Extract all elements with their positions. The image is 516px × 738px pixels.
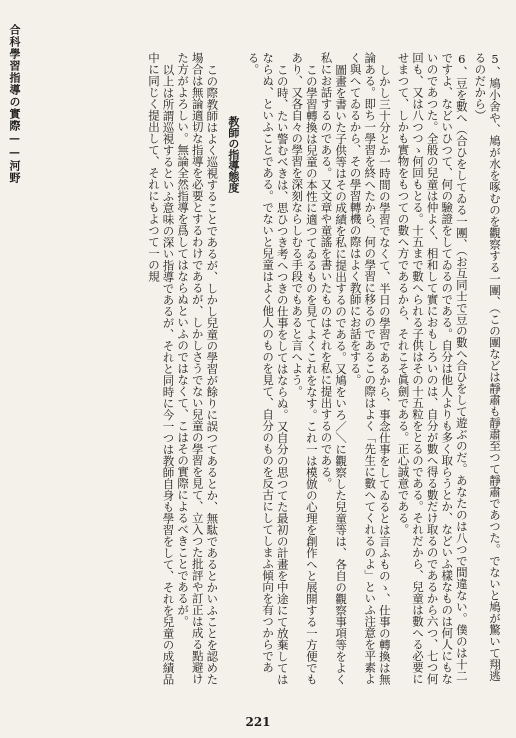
paragraph: この時、たい警むべきは、思ひつき考へつきの仕事をしてはならぬ。又自分の思つてた最初の計畫を中途にて放棄してはならぬ、といふことである。でないと兒童はよく他人のものを見て、自分のものを反古にしてしまふ傾向を有つからである。 [246, 52, 290, 685]
list-item-6: 6、豆を數へ（合ひをしてゐる一團、（お互同士で豆の數へ合ひをして遊ぶのだ。あなたのは八つで間違ない。僕のは十二ですよ、などいひつて、何の驗證をしてゐるのである。自分は他人よりも多く取らうとか、などいふ樣なものは何人にもないのであつた。全般の兒童は仲よく、相和して實におもしろいのは、自分が數へ得る數だけ取るのであるから六つ、七つ何回も、又は八つつゝ何回もとる。十五まで數へられる子供はその十五粒をとるのである。それだから、兒童は數へる必要にせまつて、しかも實物をもつての數へ方であるから、それこそ眞劍である。正心誠意である。 [396, 52, 469, 685]
paragraph: 以上は所謂巡視するといふ意味の深い指導であるが、それと同時に今一つは教師自身も學習をして、それを兒童の成績品中に同じく提出して、それにもよつて一の規 [146, 52, 176, 685]
body-text [12, 52, 502, 692]
section-heading: 教師の指導態度 [226, 116, 240, 193]
paragraph: この學習轉換は兒童の本性に適つてゐるものを見てよくこれをなす。これ一は模倣の心理を創作へと展開する一方便でもあり、又各自々の學習を深刻ならしむる手段でもあると言へよう。 [290, 52, 319, 685]
list-item-5: 5、鳩小舍や、鳩が水を啄むのを觀察する一團、（この團などは靜肅も靜肅至つて靜肅であつた。でないと鳩が驚いて翔逃るのだから） [473, 52, 502, 682]
running-head: 合科學習指導の實際——河野 [8, 24, 21, 184]
page-number: 221 [245, 715, 271, 729]
paragraph: 圖畫を書いた子供等はその成績を私に提出するのである。又鳩をいろ／＼に觀察した兒童等は、各自の觀察事項等をよく私にお話するのである。又文章や童謠を書いたものはそれを私に提出するのである。 [319, 52, 349, 685]
paragraph: この際教師はよく巡視することであるが、しかし兒童の學習が餘りに誤つてあるとか、無駄であるとかいふことを認めた場合は無論適切な指導を必要とするわけであるが、しかしさうでない兒童の學習を見て、立入つた批評や訂正は成る點避けた方がよろしい。無論全然指導を爲してはならぬといふのではなくて、こはその實際によるべきことであるが。 [176, 52, 220, 685]
paragraph: しかし三十分とか一時間の學習でなくて、半日の學習であるから、事念仕事をしてゐるとは言ふものゝ、仕事の轉換は無論ある。即ち一學習を終へたから、何の學習に移るのであるこの際はよく「先生に數へてくれるのよ」といふ注意を平素よく與へてゐるから、その學習轉機の際はよく教師にお話をする。 [348, 52, 392, 685]
